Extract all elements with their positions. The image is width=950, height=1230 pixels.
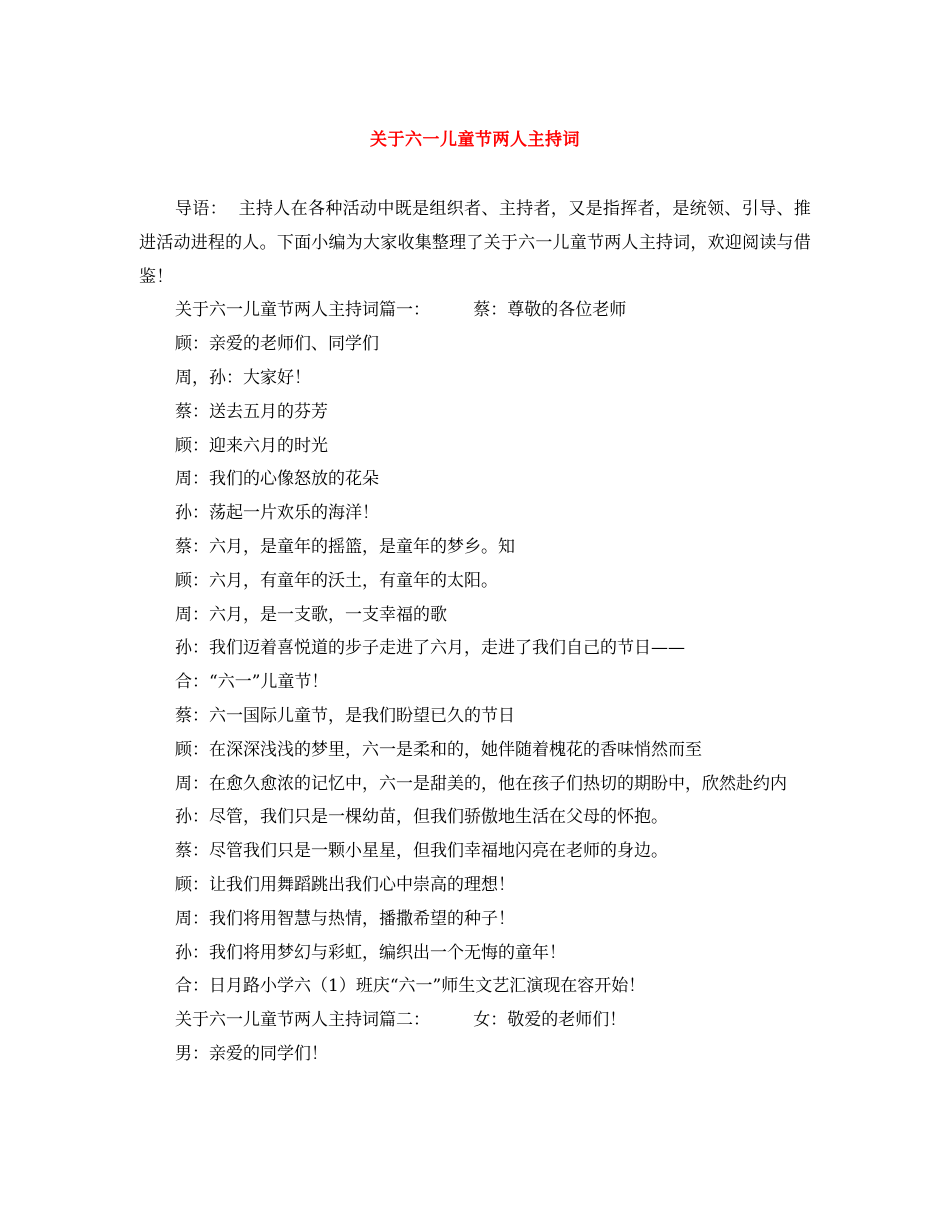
dialogue-line: 周：我们将用智慧与热情，播撒希望的种子！ xyxy=(175,908,515,929)
dialogue-line: 周，孙：大家好！ xyxy=(175,367,311,388)
dialogue-line: 孙：我们将用梦幻与彩虹，编织出一个无悔的童年！ xyxy=(175,942,566,963)
dialogue-line: 顾：迎来六月的时光 xyxy=(175,435,328,456)
dialogue-line: 顾：六月，有童年的沃土，有童年的太阳。 xyxy=(175,570,498,591)
document-title: 关于六一儿童节两人主持词 xyxy=(370,130,580,150)
dialogue-line: 男：亲爱的同学们！ xyxy=(175,1043,328,1064)
section-two-heading-line: 关于六一儿童节两人主持词篇二： 女：敬爱的老师们！ xyxy=(175,1010,627,1031)
intro-paragraph: 导语： 主持人在各种活动中既是组织者、主持者，又是指挥者，是统领、引导、推进活动进程的人。下面小编为大家收集整理了关于六一儿童节两人主持词，欢迎阅读与借鉴！ xyxy=(139,199,811,287)
dialogue-line: 周：六月，是一支歌，一支幸福的歌 xyxy=(175,604,447,625)
dialogue-line: 合：日月路小学六（1）班庆“六一”师生文艺汇演现在容开始！ xyxy=(175,976,646,997)
dialogue-line: 周：在愈久愈浓的记忆中，六一是甜美的，他在孩子们热切的期盼中，欣然赴约内 xyxy=(175,773,787,794)
dialogue-line: 合：“六一”儿童节！ xyxy=(175,672,329,693)
dialogue-line: 孙：荡起一片欢乐的海洋！ xyxy=(175,503,379,524)
dialogue-line: 顾：让我们用舞蹈跳出我们心中崇高的理想！ xyxy=(175,874,515,895)
document-body xyxy=(139,193,811,1072)
dialogue-line: 周：我们的心像怒放的花朵 xyxy=(175,469,379,490)
dialogue-line: 孙：尽管，我们只是一棵幼苗，但我们骄傲地生活在父母的怀抱。 xyxy=(175,807,668,828)
dialogue-line: 蔡：尽管我们只是一颗小星星，但我们幸福地闪亮在老师的身边。 xyxy=(175,841,668,862)
dialogue-line: 孙：我们迈着喜悦道的步子走进了六月，走进了我们自己的节日—— xyxy=(175,638,685,659)
dialogue-line: 顾：亲爱的老师们、同学们 xyxy=(175,334,379,355)
dialogue-line: 蔡：六月，是童年的摇篮，是童年的梦乡。知 xyxy=(175,536,515,557)
dialogue-line: 蔡：送去五月的芬芳 xyxy=(175,401,328,422)
section-one-heading-line: 关于六一儿童节两人主持词篇一： 蔡：尊敬的各位老师 xyxy=(175,300,627,321)
dialogue-line: 蔡：六一国际儿童节，是我们盼望已久的节日 xyxy=(175,705,515,726)
dialogue-line: 顾：在深深浅浅的梦里，六一是柔和的，她伴随着槐花的香味悄然而至 xyxy=(175,739,702,760)
